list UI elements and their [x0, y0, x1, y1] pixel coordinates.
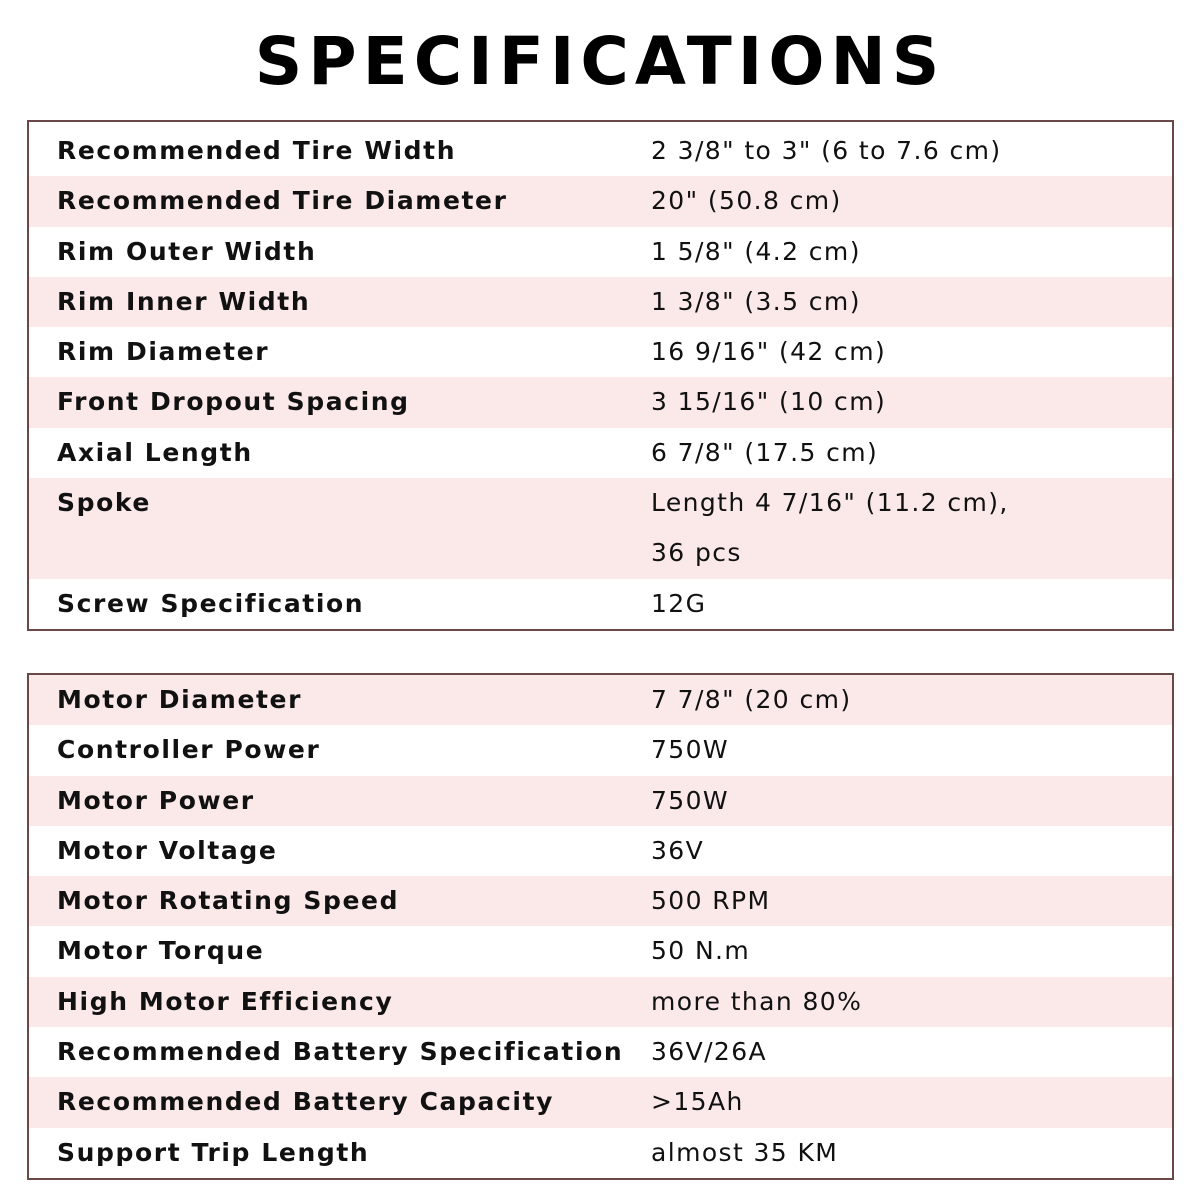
spec-label: Front Dropout Spacing	[57, 387, 410, 417]
table-row	[29, 327, 1172, 377]
spec-value: more than 80%	[651, 986, 863, 1016]
spec-value: almost 35 KM	[651, 1137, 839, 1167]
spec-label: Motor Diameter	[57, 685, 303, 714]
spec-value: Length 4 7/16" (11.2 cm), 36 pcs	[651, 488, 1009, 568]
spec-label: Controller Power	[57, 735, 321, 765]
table-row	[29, 675, 1172, 725]
spec-value: 500 RPM	[651, 886, 771, 916]
table-row	[29, 826, 1172, 876]
spec-value: 3 15/16" (10 cm)	[651, 387, 887, 417]
spec-value: 36V/26A	[651, 1037, 768, 1067]
wheel-spec-table	[27, 120, 1174, 631]
table-row	[29, 176, 1172, 226]
spec-value: 1 3/8" (3.5 cm)	[651, 286, 861, 316]
table-row	[29, 926, 1172, 976]
spec-label: Motor Voltage	[57, 835, 278, 865]
spec-label: Recommended Battery Specification	[57, 1037, 624, 1067]
table-row	[29, 1077, 1172, 1127]
spec-label: Motor Torque	[57, 936, 265, 966]
spec-label: Spoke	[57, 488, 151, 518]
table-row	[29, 977, 1172, 1027]
table-row	[29, 579, 1172, 629]
table-row	[29, 277, 1172, 327]
spec-label: Recommended Battery Capacity	[57, 1087, 555, 1117]
spec-value: 2 3/8" to 3" (6 to 7.6 cm)	[651, 136, 1002, 165]
spec-label: Recommended Tire Width	[57, 136, 457, 165]
table-row	[29, 1128, 1172, 1178]
motor-spec-table	[27, 673, 1174, 1180]
table-row	[29, 126, 1172, 176]
page-title: SPECIFICATIONS	[254, 23, 946, 100]
table-row	[29, 725, 1172, 775]
spec-value: 7 7/8" (20 cm)	[651, 685, 852, 714]
spec-label: Rim Diameter	[57, 337, 270, 367]
spec-label: Motor Rotating Speed	[57, 886, 400, 916]
table-row	[29, 478, 1172, 579]
table-row	[29, 776, 1172, 826]
spec-label: Axial Length	[57, 437, 253, 467]
spec-value: >15Ah	[651, 1087, 744, 1117]
spec-value: 6 7/8" (17.5 cm)	[651, 437, 879, 467]
spec-label: Recommended Tire Diameter	[57, 186, 508, 216]
spec-value: 12G	[651, 588, 707, 618]
spec-label: Rim Inner Width	[57, 286, 311, 316]
spec-label: High Motor Efficiency	[57, 986, 394, 1016]
spec-value: 16 9/16" (42 cm)	[651, 337, 887, 367]
table-row	[29, 428, 1172, 478]
spec-value: 50 N.m	[651, 936, 751, 966]
table-row	[29, 227, 1172, 277]
spec-label: Support Trip Length	[57, 1137, 370, 1167]
spec-label: Screw Specification	[57, 588, 365, 618]
spec-label: Rim Outer Width	[57, 236, 317, 266]
spec-label: Motor Power	[57, 785, 255, 815]
table-row	[29, 377, 1172, 427]
spec-value: 36V	[651, 835, 705, 865]
table-row	[29, 876, 1172, 926]
table-row	[29, 1027, 1172, 1077]
spec-value: 1 5/8" (4.2 cm)	[651, 236, 861, 266]
spec-value: 750W	[651, 785, 730, 815]
spec-value: 20" (50.8 cm)	[651, 186, 842, 216]
spec-value: 750W	[651, 735, 730, 765]
